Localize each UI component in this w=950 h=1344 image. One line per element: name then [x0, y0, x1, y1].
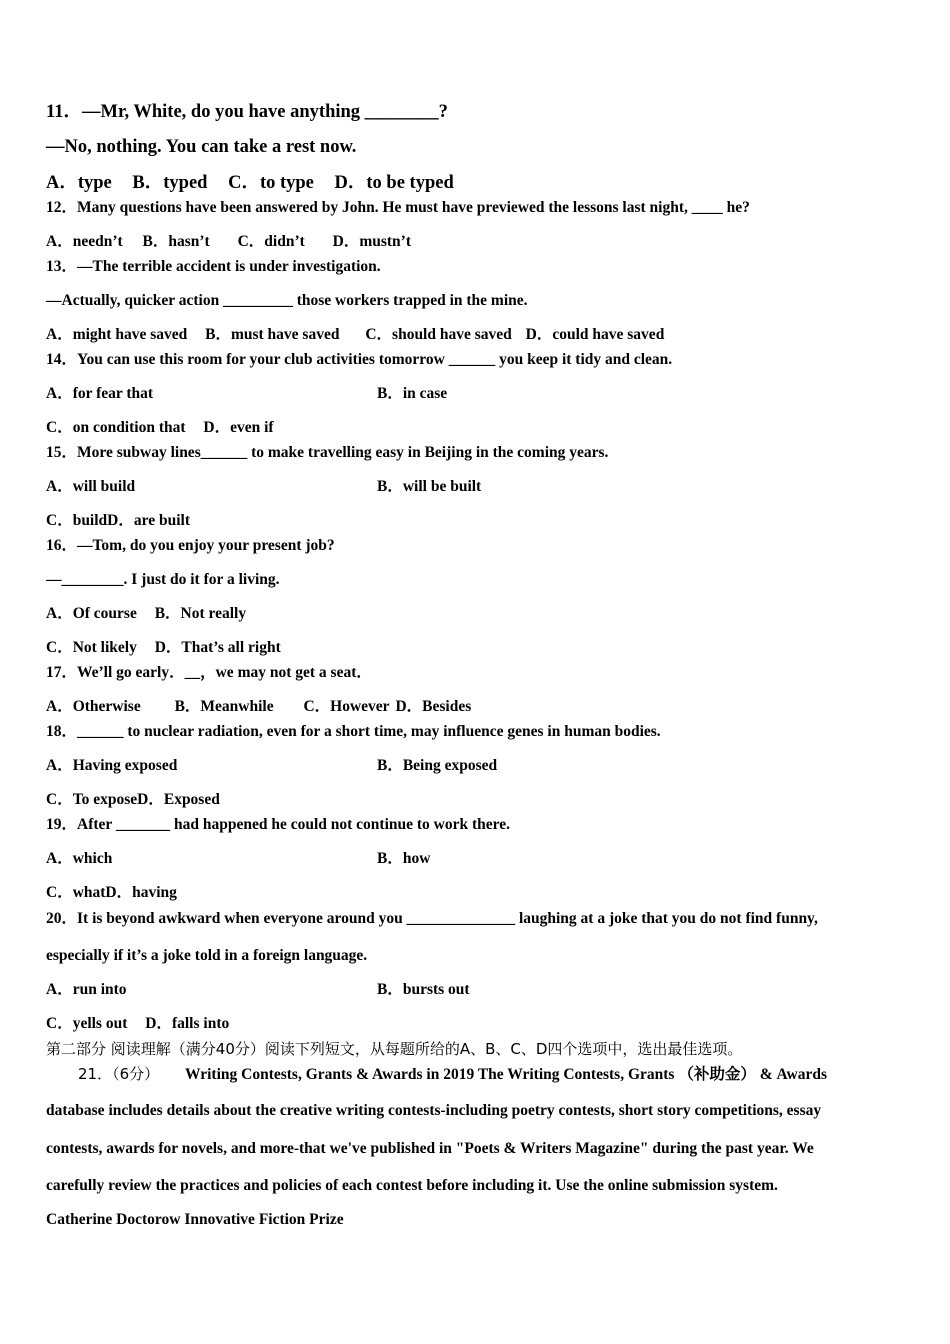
- q11-stem: 11．—Mr, White, do you have anything ________?: [46, 102, 448, 122]
- q20-stem-line2: especially if it’s a joke told in a foreign language.: [46, 947, 368, 964]
- q13-option-d: D．could have saved: [525, 326, 665, 343]
- q16-option-d: D．That’s all right: [154, 639, 281, 656]
- q17-option-d: D．Besides: [395, 698, 472, 715]
- q18-option-d: D．Exposed: [137, 791, 220, 808]
- q18-options-cd: [46, 790, 220, 810]
- q13-options: [46, 325, 664, 345]
- q11-reply: —No, nothing. You can take a rest now.: [46, 137, 357, 157]
- q14-options-cd: [46, 418, 274, 438]
- q19-option-d: D．having: [105, 884, 177, 901]
- q17-options: [46, 697, 471, 717]
- q18-option-a: A．Having exposed: [46, 757, 178, 774]
- q16-option-a: A．Of course: [46, 605, 137, 622]
- q14-option-d: D．even if: [203, 419, 274, 436]
- q12-stem: 12．Many questions have been answered by John. He must have previewed the lessons last night, ____ he?: [46, 199, 750, 216]
- q14-option-b: B．in case: [377, 385, 448, 402]
- q14-option-a: A．for fear that: [46, 385, 154, 402]
- q16-options-cd: [46, 638, 281, 658]
- q15-options-cd: [46, 511, 190, 531]
- q15-stem: 15．More subway lines______ to make travelling easy in Beijing in the coming years.: [46, 444, 609, 461]
- q20-stem-line1: 20．It is beyond awkward when everyone around you ______________ laughing at a joke that you do not find funny,: [46, 910, 818, 927]
- q18-option-b: B．Being exposed: [377, 757, 498, 774]
- q11-option-c: C．to type: [228, 173, 314, 193]
- q12-option-b: B．hasn’t: [142, 233, 210, 250]
- q20-option-d: D．falls into: [145, 1015, 230, 1032]
- q14-stem: 14．You can use this room for your club activities tomorrow ______ you keep it tidy and clean.: [46, 351, 673, 368]
- q20-option-a: A．run into: [46, 981, 127, 998]
- q19-option-b: B．how: [377, 850, 431, 867]
- q14-option-c: C．on condition that: [46, 419, 186, 436]
- q21-line2: database includes details about the creative writing contests-including poetry contests, short story competitions, essay: [46, 1102, 822, 1119]
- q18-option-c: C．To expose: [46, 791, 138, 808]
- q12-option-d: D．mustn’t: [332, 233, 412, 250]
- section2-heading: 第二部分 阅读理解（满分40分）阅读下列短文，从每题所给的A、B、C、D四个选项中，选出最佳选项。: [46, 1040, 743, 1058]
- q15-option-c: C．build: [46, 512, 108, 529]
- q20-option-b: B．bursts out: [377, 981, 470, 998]
- q21-line1: Writing Contests, Grants & Awards in 2019 The Writing Contests, Grants （补助金） & Awards: [185, 1066, 828, 1083]
- q12-option-c: C．didn’t: [237, 233, 305, 250]
- q16-options-ab: [46, 604, 246, 624]
- q16-reply: —________. I just do it for a living.: [46, 571, 280, 588]
- q19-options-cd: [46, 883, 177, 903]
- q17-option-b: B．Meanwhile: [174, 698, 274, 715]
- q15-option-d: D．are built: [107, 512, 190, 529]
- q21-line5: Catherine Doctorow Innovative Fiction Prize: [46, 1211, 344, 1228]
- q21-first-line: [78, 1064, 827, 1085]
- q21-lead: 21．（6分）: [78, 1065, 160, 1083]
- q13-option-a: A．might have saved: [46, 326, 188, 343]
- q13-reply: —Actually, quicker action _________ those workers trapped in the mine.: [46, 292, 528, 309]
- q13-stem: 13．—The terrible accident is under investigation.: [46, 258, 381, 275]
- q11-option-d: D．to be typed: [334, 173, 454, 193]
- q12-options: [46, 232, 411, 252]
- q21-line4: carefully review the practices and policies of each contest before including it. Use the online submission system.: [46, 1177, 778, 1194]
- q19-stem: 19．After _______ had happened he could not continue to work there.: [46, 816, 511, 833]
- q12-option-a: A．needn’t: [46, 233, 123, 250]
- q11-options: [46, 171, 454, 195]
- q16-option-c: C．Not likely: [46, 639, 137, 656]
- q11-option-a: A．type: [46, 173, 112, 193]
- q16-option-b: B．Not really: [154, 605, 247, 622]
- q20-option-c: C．yells out: [46, 1015, 128, 1032]
- q21-line3: contests, awards for novels, and more-that we've published in "Poets & Writers Magazine" during the past year. We: [46, 1140, 814, 1157]
- q13-option-b: B．must have saved: [205, 326, 340, 343]
- q17-stem: 17．We’ll go early．__，we may not get a seat．: [46, 664, 372, 681]
- q17-option-c: C．However: [303, 698, 390, 715]
- q19-option-a: A．which: [46, 850, 113, 867]
- q13-option-c: C．should have saved: [365, 326, 512, 343]
- q15-option-a: A．will build: [46, 478, 136, 495]
- q19-option-c: C．what: [46, 884, 106, 901]
- q17-option-a: A．Otherwise: [46, 698, 141, 715]
- q15-option-b: B．will be built: [377, 478, 482, 495]
- q16-stem: 16．—Tom, do you enjoy your present job?: [46, 537, 335, 554]
- q18-stem: 18．______ to nuclear radiation, even for a short time, may influence genes in human bodies.: [46, 723, 661, 740]
- q11-option-b: B．typed: [132, 173, 208, 193]
- q20-options-cd: [46, 1014, 229, 1034]
